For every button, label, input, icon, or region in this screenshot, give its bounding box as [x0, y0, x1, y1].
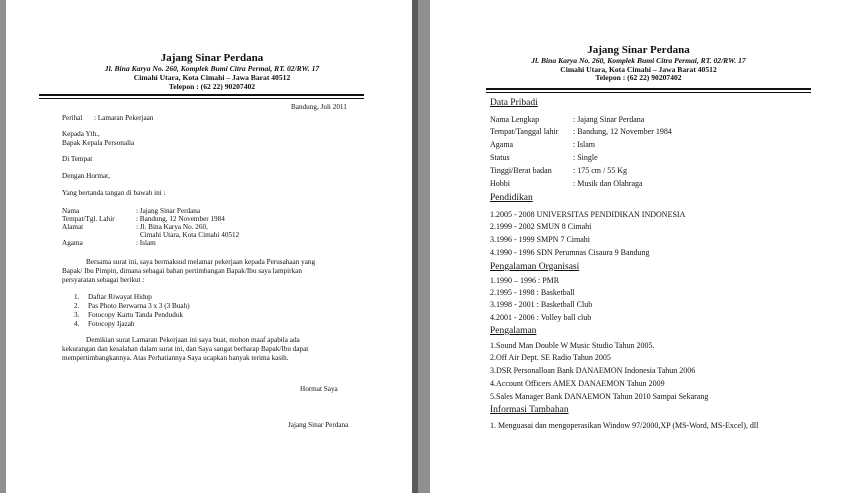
page-shadow	[412, 0, 418, 493]
attachment-number: 1.	[74, 293, 80, 301]
field-value-address-2: Cimahi Utara, Kota Cimahi 40512	[140, 231, 240, 239]
subject-value: : Lamaran Pekerjaan	[94, 114, 154, 122]
cv-value: : Musik dan Olahraga	[573, 179, 643, 188]
organization-item: 1.1990 – 1996 : PMR	[490, 276, 560, 285]
greeting: Dengan Hormat,	[62, 172, 110, 180]
experience-item: 5.Sales Manager Bank DANAEMON Tahun 2010 Sampai Sekarang	[490, 392, 709, 401]
field-label-name: Nama	[62, 207, 80, 215]
cv-label: Agama	[490, 140, 514, 149]
letterhead-address-2: Cimahi Utara, Kota Cimahi – Jawa Barat 40512	[133, 73, 291, 82]
paragraph-1-line-2: Bapak/ Ibu Pimpin, dimana sebagai bahan pertimbangan Bapak/Ibu saya lampirkan	[62, 267, 302, 275]
closing: Hormat Saya	[300, 385, 338, 393]
organization-item: 4.2001 - 2006 : Volley ball club	[490, 313, 592, 322]
cv-label: Tempat/Tanggal lahir	[490, 127, 559, 136]
experience-item: 1.Sound Man Double W Music Studio Tahun 2005.	[490, 341, 655, 350]
attachment-item: Pas Photo Berwarna 3 x 3 (3 Buah)	[88, 302, 190, 310]
letterhead-rule-thin	[486, 92, 811, 93]
experience-item: 2.Off Air Dept. SE Radio Tahun 2005	[490, 353, 611, 362]
letter-date: Bandung, Juli 2011	[291, 103, 347, 111]
paragraph-1-line-1: Bersama surat ini, saya bermaksud melamar pekerjaan kepada Perusahaan yang	[86, 258, 316, 266]
education-item: 2.1999 - 2002 SMUN 8 Cimahi	[490, 222, 592, 231]
paragraph-2-line-2: kekurangan dan kesalahan dalam surat ini, dan Saya sangat berharap Bapak/Ibu dapat	[62, 345, 309, 353]
section-title-education: Pendidikan	[490, 193, 533, 203]
paragraph-2-line-3: mempertimbangkannya. Atas Perhatiannya Saya ucapkan banyak terima kasih.	[62, 354, 289, 362]
cv-label: Status	[490, 153, 510, 162]
field-value-address: : Jl. Bina Karya No. 260,	[136, 223, 208, 231]
cv-value: : Bandung, 12 November 1984	[573, 127, 672, 136]
letterhead-name: Jajang Sinar Perdana	[587, 44, 690, 56]
field-label-religion: Agama	[62, 239, 83, 247]
experience-item: 3.DSR Personalloan Bank DANAEMON Indonesia Tahun 2006	[490, 366, 696, 375]
field-label-address: Alamat	[62, 223, 84, 231]
recipient-line-3: Di Tempat	[62, 155, 93, 163]
cv-value: : Jajang Sinar Perdana	[573, 115, 645, 124]
letterhead-address-1: Jl. Bina Karya No. 260, Komplek Bumi Citra Permai, RT. 02/RW. 17	[104, 64, 320, 73]
letterhead-rule	[486, 88, 811, 90]
attachment-item: Fotocopy Kartu Tanda Penduduk	[88, 311, 183, 319]
recipient-line-1: Kepada Yth.,	[62, 130, 100, 138]
cv-label: Nama Lengkap	[490, 115, 540, 124]
letterhead-address-1: Jl. Bina Karya No. 260, Komplek Bumi Citra Permai, RT. 02/RW. 17	[531, 56, 746, 65]
education-item: 3.1996 - 1999 SMPN 7 Cimahi	[490, 235, 591, 244]
cv-value: : 175 cm / 55 Kg	[573, 166, 627, 175]
cv-label: Hobbi	[490, 179, 510, 188]
cv-label: Tinggi/Berat badan	[490, 166, 552, 175]
cv-page	[430, 0, 847, 493]
attachment-number: 2.	[74, 302, 80, 310]
section-title-organization: Pengalaman Organisasi	[490, 262, 580, 272]
cv-value: : Single	[573, 153, 598, 162]
experience-item: 4.Account Officers AMEX DANAEMON Tahun 2009	[490, 379, 665, 388]
section-title-personal: Data Pribadi	[490, 98, 538, 108]
organization-item: 2.1995 - 1998 : Basketball	[490, 288, 575, 297]
attachment-item: Daftar Riwayat Hidup	[88, 293, 152, 301]
field-label-birth: Tempat/Tgl. Lahir	[62, 215, 115, 223]
letterhead-phone: Telepon : (62 22) 90207402	[595, 73, 682, 82]
additional-info-item: 1. Menguasai dan mengoperasikan Window 97/2000,XP (MS-Word, MS-Excel), dll	[490, 421, 759, 430]
letter-page	[6, 0, 418, 493]
field-value-religion: : Islam	[136, 239, 156, 247]
section-title-additional-info: Informasi Tambahan	[490, 405, 569, 415]
paragraph-1-line-3: persyaratan sebagai berikut :	[62, 276, 145, 284]
letterhead-address-2: Cimahi Utara, Kota Cimahi – Jawa Barat 40512	[560, 65, 717, 74]
organization-item: 3.1998 - 2001 : Basketball Club	[490, 300, 593, 309]
education-item: 1.2005 - 2008 UNIVERSITAS PENDIDIKAN INDONESIA	[490, 210, 686, 219]
field-value-name: : Jajang Sinar Perdana	[136, 207, 201, 215]
cv-value: : Islam	[573, 140, 595, 149]
attachment-item: Fotocopy Ijazah	[88, 320, 135, 328]
letterhead-rule-thin	[39, 98, 364, 99]
attachment-number: 4.	[74, 320, 80, 328]
attachment-number: 3.	[74, 311, 80, 319]
paragraph-2-line-1: Demikian surat Lamaran Pekerjaan ini saya buat, mohon maaf apabila ada	[86, 336, 300, 344]
letterhead-rule	[39, 94, 364, 96]
section-title-experience: Pengalaman	[490, 326, 537, 336]
signature-name: Jajang Sinar Perdana	[288, 421, 349, 429]
recipient-line-2: Bapak Kepala Personalia	[62, 139, 135, 147]
education-item: 4.1990 - 1996 SDN Perumnas Cisaura 9 Bandung	[490, 248, 650, 257]
subject-label: Perihal	[62, 114, 83, 122]
intro-line: Yang bertanda tangan di bawah ini :	[62, 189, 166, 197]
letterhead-name: Jajang Sinar Perdana	[160, 52, 264, 64]
field-value-birth: : Bandung, 12 November 1984	[136, 215, 225, 223]
letterhead-phone: Telepon : (62 22) 90207402	[168, 82, 256, 91]
